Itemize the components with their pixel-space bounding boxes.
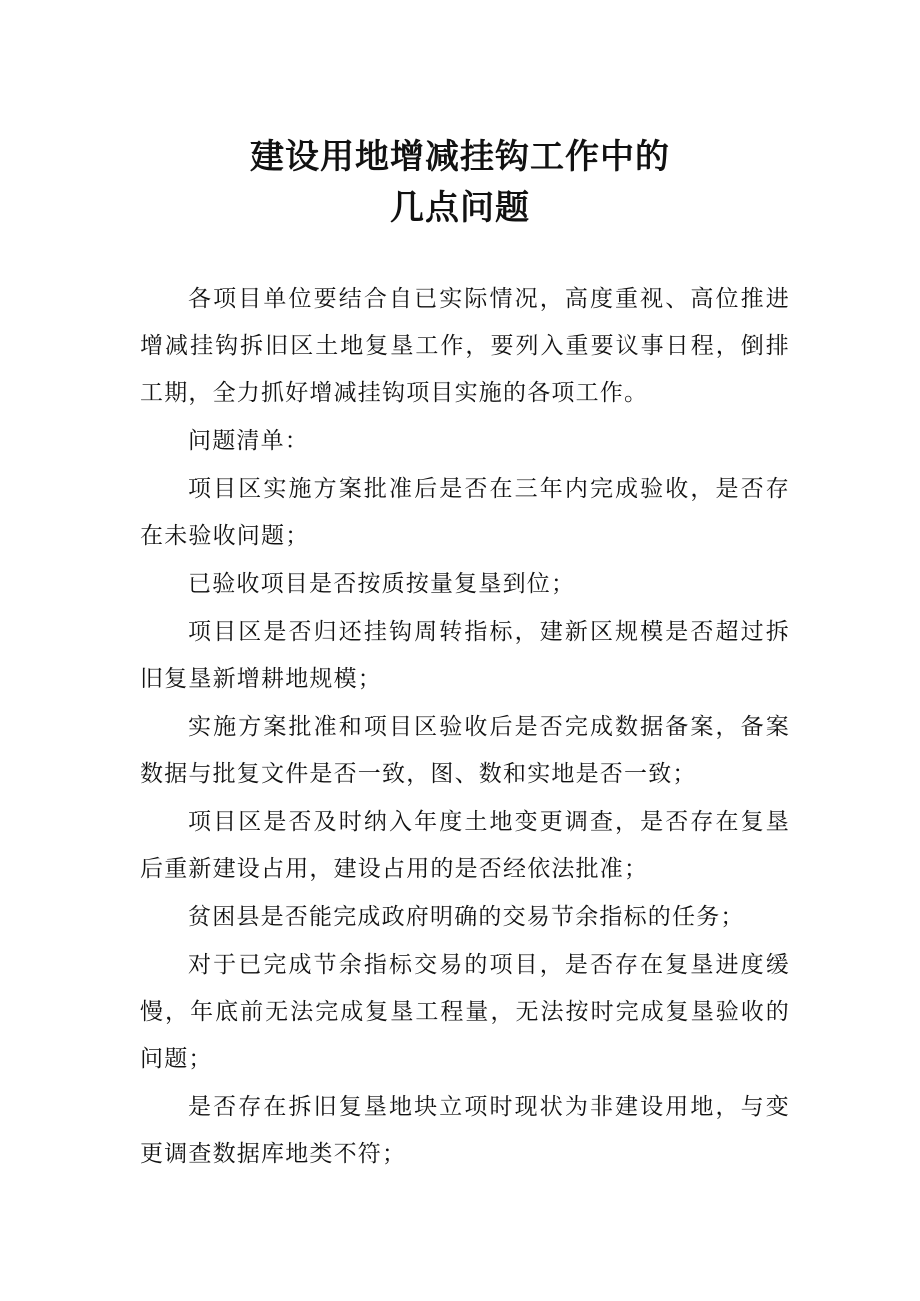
- paragraph-intro: 各项目单位要结合自已实际情况，高度重视、高位推进增减挂钩拆旧区土地复垦工作，要列入重要议事日程，倒排工期，全力抓好增减挂钩项目实施的各项工作。: [140, 286, 790, 406]
- paragraph-issue-slow-progress: 对于已完成节余指标交易的项目，是否存在复垦进度缓慢，年底前无法完成复垦工程量，无法按时完成复垦验收的问题；: [140, 952, 790, 1072]
- paragraph-issue-land-type: 是否存在拆旧复垦地块立项时现状为非建设用地，与变更调查数据库地类不符；: [140, 1094, 790, 1167]
- document-title-line-1: 建设用地增减挂钩工作中的: [250, 137, 670, 177]
- paragraph-issue-acceptance: 项目区实施方案批准后是否在三年内完成验收，是否存在未验收问题；: [140, 476, 790, 549]
- paragraph-issue-list-heading: 问题清单：: [188, 428, 309, 454]
- paragraph-issue-quality: 已验收项目是否按质按量复垦到位；: [188, 571, 576, 597]
- paragraph-issue-poor-county: 贫困县是否能完成政府明确的交易节余指标的任务；: [188, 904, 745, 930]
- document-body: [140, 276, 790, 1179]
- paragraph-issue-quota-return: 项目区是否归还挂钩周转指标，建新区规模是否超过拆旧复垦新增耕地规模；: [140, 619, 790, 692]
- paragraph-issue-annual-survey: 项目区是否及时纳入年度土地变更调查，是否存在复垦后重新建设占用，建设占用的是否经依法批准；: [140, 809, 790, 882]
- paragraph-issue-data-filing: 实施方案批准和项目区验收后是否完成数据备案，备案数据与批复文件是否一致，图、数和实地是否一致；: [140, 714, 790, 787]
- document-title-line-2: 几点问题: [390, 188, 530, 228]
